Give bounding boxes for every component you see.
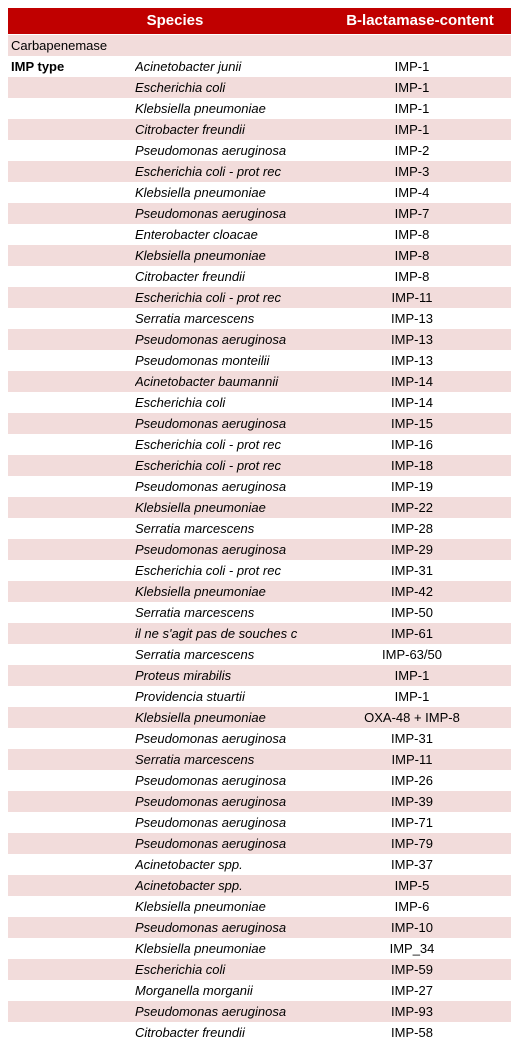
b-lactamase-cell[interactable]: IMP-27 (391, 983, 433, 998)
species-cell[interactable]: Pseudomonas aeruginosa (135, 794, 287, 809)
b-lactamase-cell[interactable]: IMP-1 (394, 122, 430, 137)
table-row[interactable] (0, 56, 519, 77)
species-cell[interactable]: Pseudomonas aeruginosa (135, 206, 287, 221)
b-lactamase-cell[interactable]: IMP-1 (394, 101, 430, 116)
species-cell[interactable]: Serratia marcescens (135, 647, 255, 662)
b-lactamase-cell[interactable]: IMP-37 (391, 857, 433, 872)
species-cell[interactable]: Klebsiella pneumoniae (135, 500, 266, 515)
species-cell[interactable]: Acinetobacter junii (135, 59, 242, 74)
section-row-carbapenemase[interactable] (8, 35, 511, 56)
species-cell[interactable]: Serratia marcescens (135, 752, 255, 767)
b-lactamase-cell[interactable]: IMP-79 (391, 836, 433, 851)
type-label: IMP type (11, 59, 65, 74)
table-row[interactable] (0, 434, 519, 455)
b-lactamase-cell[interactable]: IMP-3 (394, 164, 430, 179)
table-row[interactable] (0, 791, 519, 812)
table-row[interactable] (0, 602, 519, 623)
b-lactamase-cell[interactable]: IMP-8 (394, 269, 430, 284)
b-lactamase-cell[interactable]: IMP-31 (391, 731, 433, 746)
table-row[interactable] (0, 308, 519, 329)
b-lactamase-cell[interactable]: IMP-11 (391, 752, 433, 767)
table-row[interactable] (0, 686, 519, 707)
b-lactamase-cell[interactable]: IMP-28 (391, 521, 433, 536)
table-row[interactable] (0, 119, 519, 140)
b-lactamase-cell[interactable]: IMP-22 (391, 500, 433, 515)
b-lactamase-cell[interactable]: IMP-14 (391, 395, 433, 410)
species-cell[interactable]: Citrobacter freundii (135, 1025, 245, 1040)
species-cell[interactable]: Escherichia coli - prot rec (135, 437, 281, 452)
table-row[interactable] (0, 938, 519, 959)
table-row[interactable] (0, 770, 519, 791)
table-row[interactable] (0, 224, 519, 245)
table-row[interactable] (0, 98, 519, 119)
table-row[interactable] (0, 329, 519, 350)
table-row[interactable] (0, 980, 519, 1001)
column-header-b-lactamase-content[interactable]: B-lactamase-content (346, 12, 494, 29)
table-row[interactable] (0, 854, 519, 875)
b-lactamase-cell[interactable]: IMP-2 (394, 143, 430, 158)
species-cell[interactable]: Escherichia coli - prot rec (135, 290, 281, 305)
species-cell[interactable]: Proteus mirabilis (135, 668, 232, 683)
b-lactamase-cell[interactable]: IMP-1 (394, 668, 430, 683)
b-lactamase-cell[interactable]: IMP-50 (391, 605, 433, 620)
table-row[interactable] (0, 245, 519, 266)
table-row[interactable] (0, 896, 519, 917)
species-cell[interactable]: Klebsiella pneumoniae (135, 185, 266, 200)
table-row[interactable] (0, 917, 519, 938)
b-lactamase-cell[interactable]: IMP-15 (391, 416, 433, 431)
table-row[interactable] (0, 812, 519, 833)
table-row[interactable] (0, 455, 519, 476)
b-lactamase-cell[interactable]: IMP-10 (391, 920, 433, 935)
table-row[interactable] (0, 728, 519, 749)
table-row[interactable] (0, 371, 519, 392)
table-row[interactable] (0, 413, 519, 434)
species-cell[interactable]: Serratia marcescens (135, 311, 255, 326)
table-row[interactable] (0, 203, 519, 224)
b-lactamase-cell[interactable]: IMP-13 (391, 353, 433, 368)
b-lactamase-cell[interactable]: IMP-6 (394, 899, 430, 914)
table-row[interactable] (0, 350, 519, 371)
section-label: Carbapenemase (11, 38, 108, 53)
b-lactamase-cell[interactable]: OXA-48 + IMP-8 (364, 710, 460, 725)
table-row[interactable] (0, 518, 519, 539)
species-cell[interactable]: Pseudomonas aeruginosa (135, 542, 287, 557)
header-row (0, 0, 519, 35)
b-lactamase-cell[interactable]: IMP-4 (394, 185, 430, 200)
table-row[interactable] (0, 623, 519, 644)
species-cell[interactable]: Citrobacter freundii (135, 269, 245, 284)
b-lactamase-cell[interactable]: IMP-26 (391, 773, 433, 788)
species-cell[interactable]: Pseudomonas aeruginosa (135, 731, 287, 746)
b-lactamase-cell[interactable]: IMP-93 (391, 1004, 433, 1019)
species-cell[interactable]: Acinetobacter spp. (135, 878, 243, 893)
species-cell[interactable]: Pseudomonas aeruginosa (135, 332, 287, 347)
table-row[interactable] (0, 1022, 519, 1043)
species-cell[interactable]: il ne s'agit pas de souches c (135, 626, 298, 641)
b-lactamase-cell[interactable]: IMP-42 (391, 584, 433, 599)
table-row[interactable] (0, 833, 519, 854)
b-lactamase-cell[interactable]: IMP-11 (391, 290, 433, 305)
table-row[interactable] (0, 476, 519, 497)
b-lactamase-cell[interactable]: IMP-5 (394, 878, 430, 893)
species-cell[interactable]: Pseudomonas monteilii (135, 353, 270, 368)
b-lactamase-cell[interactable]: IMP-13 (391, 332, 433, 347)
species-cell[interactable]: Pseudomonas aeruginosa (135, 143, 287, 158)
b-lactamase-cell[interactable]: IMP-8 (394, 248, 430, 263)
table-row[interactable] (0, 644, 519, 665)
b-lactamase-cell[interactable]: IMP-7 (394, 206, 430, 221)
b-lactamase-cell[interactable]: IMP-1 (394, 59, 430, 74)
table-row[interactable] (0, 161, 519, 182)
b-lactamase-cell[interactable]: IMP-13 (391, 311, 433, 326)
header-bar (8, 8, 511, 34)
species-cell[interactable]: Klebsiella pneumoniae (135, 101, 266, 116)
b-lactamase-cell[interactable]: IMP-63/50 (382, 647, 442, 662)
species-cell[interactable]: Pseudomonas aeruginosa (135, 416, 287, 431)
species-cell[interactable]: Klebsiella pneumoniae (135, 248, 266, 263)
species-cell[interactable]: Citrobacter freundii (135, 122, 245, 137)
species-cell[interactable]: Serratia marcescens (135, 521, 255, 536)
b-lactamase-cell[interactable]: IMP-71 (391, 815, 433, 830)
species-cell[interactable]: Providencia stuartii (135, 689, 245, 704)
table-row[interactable] (0, 140, 519, 161)
table-row[interactable] (0, 1001, 519, 1022)
species-cell[interactable]: Escherichia coli - prot rec (135, 458, 281, 473)
b-lactamase-cell[interactable]: IMP-16 (391, 437, 433, 452)
species-cell[interactable]: Acinetobacter baumannii (135, 374, 279, 389)
table-row[interactable] (0, 77, 519, 98)
b-lactamase-cell[interactable]: IMP-58 (391, 1025, 433, 1040)
table-row[interactable] (0, 665, 519, 686)
species-cell[interactable]: Escherichia coli - prot rec (135, 563, 281, 578)
table-row[interactable] (0, 959, 519, 980)
species-cell[interactable]: Pseudomonas aeruginosa (135, 836, 287, 851)
table-row[interactable] (0, 539, 519, 560)
species-cell[interactable]: Pseudomonas aeruginosa (135, 1004, 287, 1019)
table-row[interactable] (0, 182, 519, 203)
table-row[interactable] (0, 875, 519, 896)
b-lactamase-cell[interactable]: IMP-1 (394, 80, 430, 95)
column-header-species[interactable]: Species (146, 12, 204, 29)
table-row[interactable] (0, 749, 519, 770)
species-cell[interactable]: Klebsiella pneumoniae (135, 899, 266, 914)
species-cell[interactable]: Pseudomonas aeruginosa (135, 920, 287, 935)
b-lactamase-cell[interactable]: IMP-31 (391, 563, 433, 578)
b-lactamase-cell[interactable]: IMP-39 (391, 794, 433, 809)
b-lactamase-cell[interactable]: IMP-1 (394, 689, 430, 704)
b-lactamase-cell[interactable]: IMP-18 (391, 458, 433, 473)
species-cell[interactable]: Enterobacter cloacae (135, 227, 258, 242)
table-row[interactable] (0, 266, 519, 287)
species-cell[interactable]: Morganella morganii (135, 983, 253, 998)
b-lactamase-cell[interactable]: IMP-8 (394, 227, 430, 242)
b-lactamase-cell[interactable]: IMP-29 (391, 542, 433, 557)
species-cell[interactable]: Acinetobacter spp. (135, 857, 243, 872)
species-cell[interactable]: Escherichia coli (135, 962, 226, 977)
species-cell[interactable]: Escherichia coli - prot rec (135, 164, 281, 179)
species-cell[interactable]: Pseudomonas aeruginosa (135, 773, 287, 788)
species-cell[interactable]: Pseudomonas aeruginosa (135, 815, 287, 830)
table-row[interactable] (0, 392, 519, 413)
table-row[interactable] (0, 287, 519, 308)
table-row[interactable] (0, 560, 519, 581)
table-body (0, 56, 519, 1043)
b-lactamase-cell[interactable]: IMP-14 (391, 374, 433, 389)
b-lactamase-cell[interactable]: IMP-61 (391, 626, 433, 641)
b-lactamase-cell[interactable]: IMP-59 (391, 962, 433, 977)
b-lactamase-cell[interactable]: IMP_34 (389, 941, 435, 956)
b-lactamase-cell[interactable]: IMP-19 (391, 479, 433, 494)
table-row[interactable] (0, 581, 519, 602)
species-cell[interactable]: Escherichia coli (135, 80, 226, 95)
species-cell[interactable]: Serratia marcescens (135, 605, 255, 620)
species-cell[interactable]: Pseudomonas aeruginosa (135, 479, 287, 494)
table-row[interactable] (0, 497, 519, 518)
species-cell[interactable]: Klebsiella pneumoniae (135, 584, 266, 599)
species-cell[interactable]: Klebsiella pneumoniae (135, 941, 266, 956)
table-row[interactable] (0, 707, 519, 728)
species-cell[interactable]: Klebsiella pneumoniae (135, 710, 266, 725)
species-cell[interactable]: Escherichia coli (135, 395, 226, 410)
